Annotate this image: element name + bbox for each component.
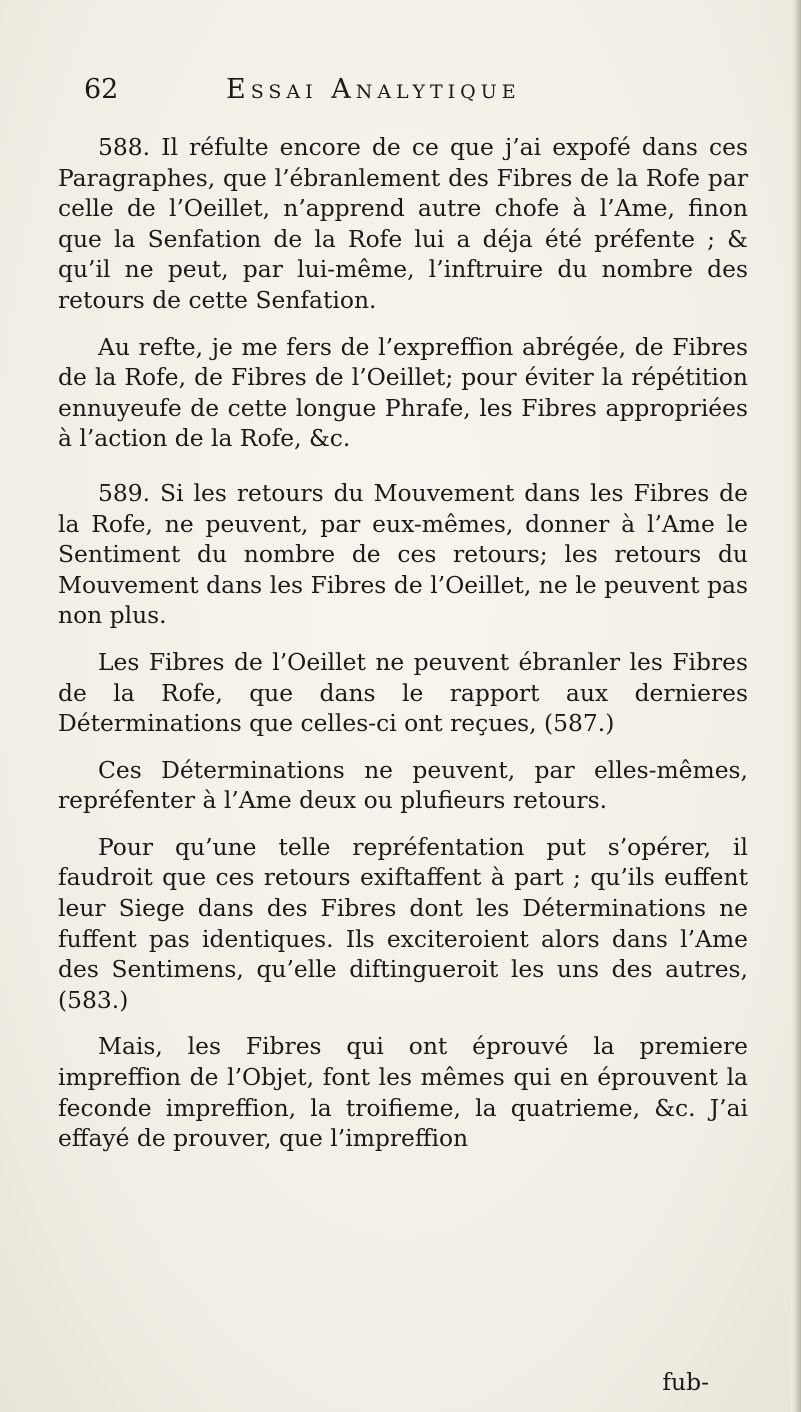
paragraph-589-d: Pour qu’une telle repréfentation put s’opérer, il faudroit que ces retours exiftaffent à part ; qu’ils euffent leur Siege dans des Fibres dont les Déterminations ne fuffent pas identiques. Ils exciteroient alors dans l’Ame des Sentimens, qu’elle diftingueroit les uns des autres, (583.) [58, 832, 748, 1014]
paragraph-589-c: Ces Déterminations ne peuvent, par elles-mêmes, repréfenter à l’Ame deux ou plufieurs retours. [58, 755, 748, 815]
paragraph-589: 589. Si les retours du Mouvement dans les Fibres de la Rofe, ne peuvent, par eux-mêmes, donner à l’Ame le Sentiment du nombre de ces retours; les retours du Mouvement dans les Fibres de l’Oeillet, ne le peuvent pas non plus. [58, 478, 748, 630]
paragraph-588-note: Au refte, je me fers de l’expreffion abrégée, de Fibres de la Rofe, de Fibres de l’Oeillet; pour éviter la répétition ennuyeufe de cette longue Phrafe, les Fibres appropriées à l’action de la Rofe, &c. [58, 332, 748, 453]
running-title: Essai Analytique [226, 74, 521, 105]
page-number: 62 [84, 74, 119, 105]
page-header [84, 74, 684, 118]
body-text [58, 132, 748, 1154]
paragraph-589-e: Mais, les Fibres qui ont éprouvé la premiere impreffion de l’Objet, font les mêmes qui en éprouvent la feconde impreffion, la troifieme, la quatrieme, &c. J’ai effayé de prouver, que l’impreffion [58, 1032, 748, 1153]
page-edge [791, 0, 801, 1412]
paragraph-588: 588. Il réfulte encore de ce que j’ai expofé dans ces Paragraphes, que l’ébranlement des Fibres de la Rofe par celle de l’Oeillet, n’apprend autre chofe à l’Ame, finon que la Senfation de la Rofe lui a déja été préfente ; & qu’il ne peut, par lui-même, l’inftruire du nombre des retours de cette Senfation. [58, 133, 748, 314]
paragraph-589-b: Les Fibres de l’Oeillet ne peuvent ébranler les Fibres de la Rofe, que dans le rapport aux dernieres Déterminations que celles-ci ont reçues, (587.) [58, 647, 748, 738]
catchword: fub- [662, 1368, 709, 1396]
